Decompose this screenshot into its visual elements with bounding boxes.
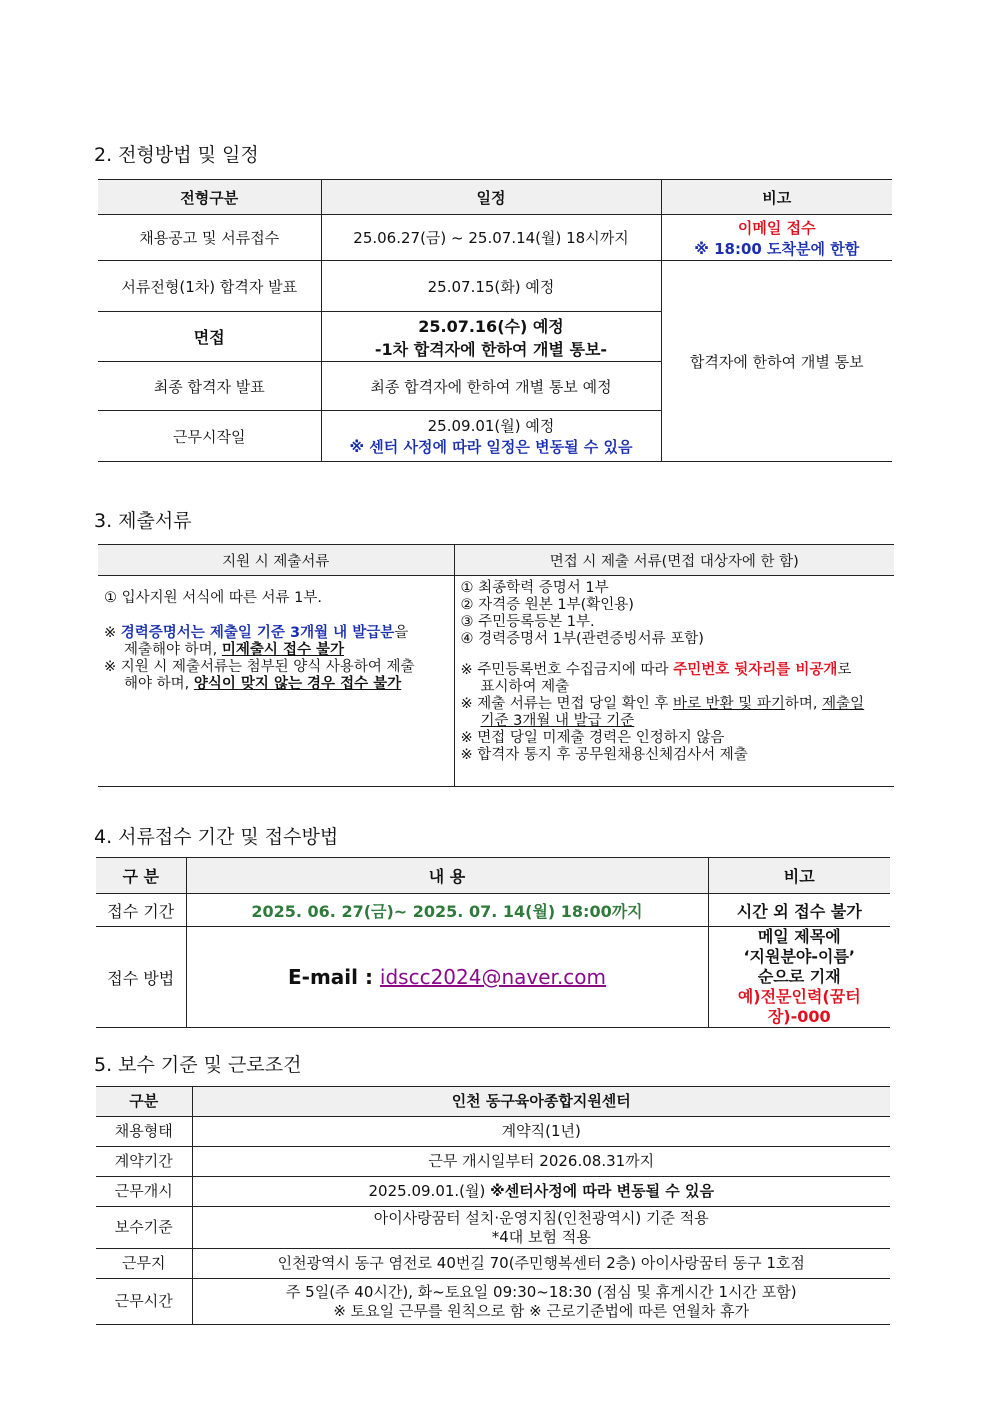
row-value [192,1279,890,1325]
header-apply-docs: 지원 시 제출서류 [98,545,454,576]
form-note-2: 해야 하며, 양식이 맞지 않는 경우 접수 불가 [124,676,402,692]
row-value-line: 주 5일(주 40시간), 화~토요일 09:30~18:30 (점심 및 휴게시간 1시간 포함) [285,1282,797,1301]
method-value: E-mail : idscc2024@naver.com [186,927,708,1028]
email-link[interactable]: idscc2024@naver.com [379,965,607,989]
interview-date: 25.07.16(수) 예정 [418,316,564,336]
row-schedule: 25.07.15(화) 예정 [321,261,661,312]
selection-schedule-table [98,179,892,462]
email-receipt-note: 이메일 접수 [737,218,816,237]
start-date-notice: ※ 센터 사정에 따라 일정은 변동될 수 있음 [349,438,633,456]
header-content: 내 용 [186,858,708,894]
row-label: 보수기준 [96,1207,192,1249]
method-note-example: 예)전문인력(꿈터장)-000 [737,987,861,1026]
return-note-2: 기준 3개월 내 발급 기준 [480,713,635,729]
section-title-conditions: 5. 보수 기준 및 근로조건 [94,1054,302,1076]
health-exam-note: ※ 합격자 통지 후 공무원채용신체검사서 제출 [460,747,748,763]
row-label: 서류전형(1차) 합격자 발표 [98,261,321,312]
row-schedule: 최종 합격자에 한하여 개별 통보 예정 [321,362,661,411]
resident-number-note-2: 표시하여 제출 [480,679,570,695]
row-value-line: 아이사랑꿈터 설치·운영지침(인천광역시) 기준 적용 [373,1208,709,1227]
header-category: 구 분 [96,858,186,894]
row-schedule: 25.06.27(금) ~ 25.07.14(월) 18시까지 [321,215,661,261]
interview-doc-item: ② 자격증 원본 1부(확인용) [460,597,634,613]
apply-doc-item: ① 입사지원 서식에 따른 서류 1부. [104,590,322,606]
start-date: 25.09.01(월) 예정 [427,417,555,435]
row-label: 면접 [98,312,321,362]
apply-docs-cell [98,576,454,787]
row-value-line: *4대 보험 적용 [491,1227,591,1246]
section-title-documents: 3. 제출서류 [94,510,192,532]
row-label: 계약기간 [96,1147,192,1177]
period-note: 시간 외 접수 불가 [708,894,890,927]
row-schedule [321,411,661,462]
row-value [192,1207,890,1249]
header-center: 인천 동구육아종합지원센터 [192,1087,890,1117]
header-interview-docs: 면접 시 제출 서류(면접 대상자에 한 함) [454,545,894,576]
row-label: 근무시작일 [98,411,321,462]
section-title-selection: 2. 전형방법 및 일정 [94,144,259,166]
period-value: 2025. 06. 27(금)~ 2025. 07. 14(월) 18:00까지 [186,894,708,927]
merged-note: 합격자에 한하여 개별 통보 [661,261,892,462]
row-label: 채용공고 및 서류접수 [98,215,321,261]
header-category: 구분 [96,1087,192,1117]
resident-number-note: ※ 주민등록번호 수집금지에 따라 주민번호 뒷자리를 비공개로 [460,662,852,678]
row-value: 인천광역시 동구 염전로 40번길 70(주민행복센터 2층) 아이사랑꿈터 동구 1호점 [192,1249,890,1279]
method-note-line: 순으로 기재 [757,967,841,986]
header-note: 비고 [708,858,890,894]
interview-doc-item: ④ 경력증명서 1부(관련증빙서류 포함) [460,631,704,647]
return-note: ※ 제출 서류는 면접 당일 확인 후 바로 반환 및 파기하며, 제출일 [460,696,865,712]
method-label: 접수 방법 [96,927,186,1028]
deadline-note: ※ 18:00 도착분에 한함 [694,239,860,258]
header-note: 비고 [661,180,892,215]
row-label: 최종 합격자 발표 [98,362,321,411]
interview-docs-cell [454,576,894,787]
interview-doc-item: ③ 주민등록등본 1부. [460,614,595,630]
header-type: 전형구분 [98,180,321,215]
interview-doc-item: ① 최종학력 증명서 1부 [460,580,609,596]
row-value: 근무 개시일부터 2026.08.31까지 [192,1147,890,1177]
row-schedule [321,312,661,362]
conditions-table [96,1086,890,1325]
row-label: 근무시간 [96,1279,192,1325]
header-schedule: 일정 [321,180,661,215]
method-note [708,927,890,1028]
documents-table [98,544,894,787]
method-note-line: 메일 제목에 [757,927,841,946]
row-label: 채용형태 [96,1117,192,1147]
receipt-table [96,857,890,1028]
row-value: 2025.09.01.(월) ※센터사정에 따라 변동될 수 있음 [192,1177,890,1207]
career-note: ※ 면접 당일 미제출 경력은 인정하지 않음 [460,730,725,746]
section-title-receipt: 4. 서류접수 기간 및 접수방법 [94,826,339,848]
career-cert-note: ※ 경력증명서는 제출일 기준 3개월 내 발급분을 [104,625,409,641]
row-value: 계약직(1년) [192,1117,890,1147]
form-note: ※ 지원 시 제출서류는 첨부된 양식 사용하여 제출 [104,659,415,675]
row-label: 근무개시 [96,1177,192,1207]
row-label: 근무지 [96,1249,192,1279]
interview-notice: -1차 합격자에 한하여 개별 통보- [374,339,608,359]
row-value-line: ※ 토요일 근무를 원칙으로 함 ※ 근로기준법에 따른 연월차 휴가 [333,1301,750,1320]
method-note-line: ‘지원분야-이름’ [743,947,856,966]
row-note [661,215,892,261]
career-cert-note-2: 제출해야 하며, 미제출시 접수 불가 [124,642,345,658]
period-label: 접수 기간 [96,894,186,927]
